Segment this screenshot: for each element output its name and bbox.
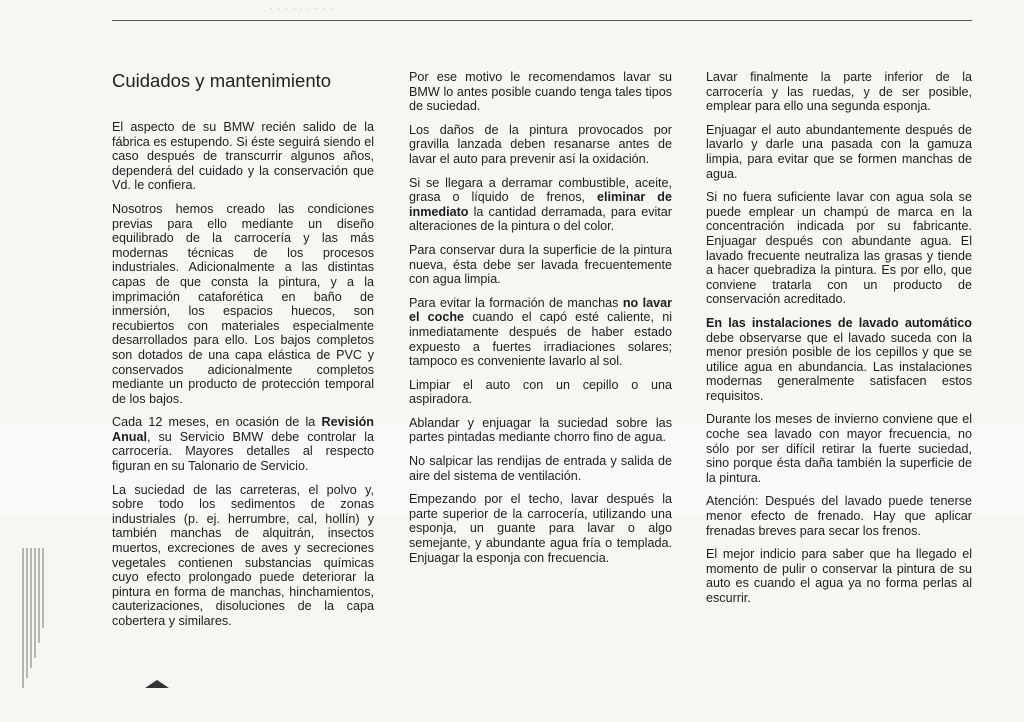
paragraph: Si no fuera suficiente lavar con agua sola se puede emplear un champú de marca en la concentración indicada por su fabricante. Enjuagar después con abundante agua. El lavado frecuente neutraliza las grasas y tiende a hacer quebradiza la pintura. Es por ello, que conviene tratarla con un producto de conservación acreditado. <box>706 190 972 307</box>
paragraph: Atención: Después del lavado puede tenerse menor efecto de frenado. Hay que aplicar frenadas breves para secar los frenos. <box>706 494 972 538</box>
page-corner-mark-icon <box>145 680 169 688</box>
bold-text: En las instalaciones de lavado automático <box>706 315 972 330</box>
paragraph: El aspecto de su BMW recién salido de la fábrica es estupendo. Si éste seguirá siendo el caso después de transcurrir algunos años, dependerá del cuidado y la conservación que Vd. le confiera. <box>112 120 374 193</box>
column-3 <box>706 70 972 615</box>
paragraph: Por ese motivo le recomendamos lavar su BMW lo antes posible cuando tenga tales tipos de suciedad. <box>409 70 672 114</box>
top-rule <box>112 20 972 21</box>
paragraph: Ablandar y enjuagar la suciedad sobre las partes pintadas mediante chorro fino de agua. <box>409 415 672 445</box>
paragraph: Los daños de la pintura provocados por gravilla lanzada deben resanarse antes de lavar el auto para prevenir así la oxidación. <box>409 122 672 166</box>
text: , su Servicio BMW debe controlar la carrocería. Mayores detalles al respecto figuran en su Talonario de Servicio. <box>112 429 374 474</box>
text: debe observarse que el lavado suceda con la menor presión posible de los cepillos y que se utilice agua en abundancia. Las instalaciones modernas generalmente satisfacen estos requisitos. <box>706 330 972 403</box>
paragraph: Empezando por el techo, lavar después la parte superior de la carrocería, utilizando una esponja, un guante para lavar o algo semejante, y abundante agua fría o templada. Enjuagar la esponja con frecuencia. <box>409 492 672 565</box>
text: Si se llegara a derramar combustible, aceite, grasa o líquido de frenos, <box>409 175 672 205</box>
paragraph: La suciedad de las carreteras, el polvo y, sobre todo los sedimentos de zonas industriales (p. ej. herrumbre, cal, hollín) y también manchas de alquitrán, insectos muertos, excreciones de aves y secreciones vegetales contienen substancias químicas cuyo efecto prolongado puede deteriorar la pintura en forma de manchas, hinchamientos, cauterizaciones, disoluciones de la capa cobertera y similares. <box>112 482 374 628</box>
paragraph <box>706 316 972 404</box>
paragraph: Enjuagar el auto abundantemente después de lavarlo y darle una pasada con la gamuza limpia, para evitar que se formen manchas de agua. <box>706 122 972 181</box>
paragraph: Nosotros hemos creado las condiciones previas para ello mediante un diseño equilibrado de la carrocería y las más modernas técnicas de los procesos industriales. Adicionalmente a las distintas capas de que consta la pintura, y a la imprimación cataforética en baño de inmersión, los espacios huecos, son recubiertos con materiales especialmente desarrollados para ello. Los bajos completos son dotados de una capa elástica de PVC y conservados adicionalmente completos mediante un producto de protección temporal de los bajos. <box>112 201 374 406</box>
paragraph <box>409 296 672 369</box>
text: cuando el capó esté caliente, ni inmediatamente después de haber estado expuesto a fuertes irradiaciones solares; tampoco es conveniente lavarlo al sol. <box>409 310 673 369</box>
text: la cantidad derramada, para evitar alteraciones de la pintura o del color. <box>409 204 672 234</box>
column-2 <box>409 70 672 574</box>
paragraph: El mejor indicio para saber que ha llegado el momento de pulir o conservar la pintura de su auto es cuando el agua ya no forma perlas al escurrir. <box>706 547 972 605</box>
paragraph: Para conservar dura la superficie de la pintura nueva, ésta debe ser lavada frecuentemente con agua limpia. <box>409 242 672 287</box>
paragraph: Lavar finalmente la parte inferior de la carrocería y las ruedas, y de ser posible, emplear para ello una segunda esponja. <box>706 70 972 114</box>
paragraph: Durante los meses de invierno conviene que el coche sea lavado con mayor frecuencia, no sólo por ser difícil retirar la fuerte suciedad, sino porque ésta daña también la superficie de la pintura. <box>706 412 972 485</box>
running-header: · · · · · · · · · <box>270 3 334 13</box>
bold-text: eliminar de inmediato <box>409 190 673 219</box>
text: Para evitar la formación de manchas <box>409 295 623 310</box>
margin-scan-marks <box>22 548 50 688</box>
paragraph <box>409 176 672 234</box>
bold-text: no lavar el coche <box>409 295 672 325</box>
paragraph <box>112 415 374 473</box>
bold-text: Revisión Anual <box>112 415 374 444</box>
text: Cada 12 meses, en ocasión de la <box>112 415 322 430</box>
paragraph: Limpiar el auto con un cepillo o una aspiradora. <box>409 377 672 407</box>
paragraph: No salpicar las rendijas de entrada y salida de aire del sistema de ventilación. <box>409 454 672 483</box>
page-title: Cuidados y mantenimiento <box>112 70 332 91</box>
column-1 <box>112 70 374 638</box>
